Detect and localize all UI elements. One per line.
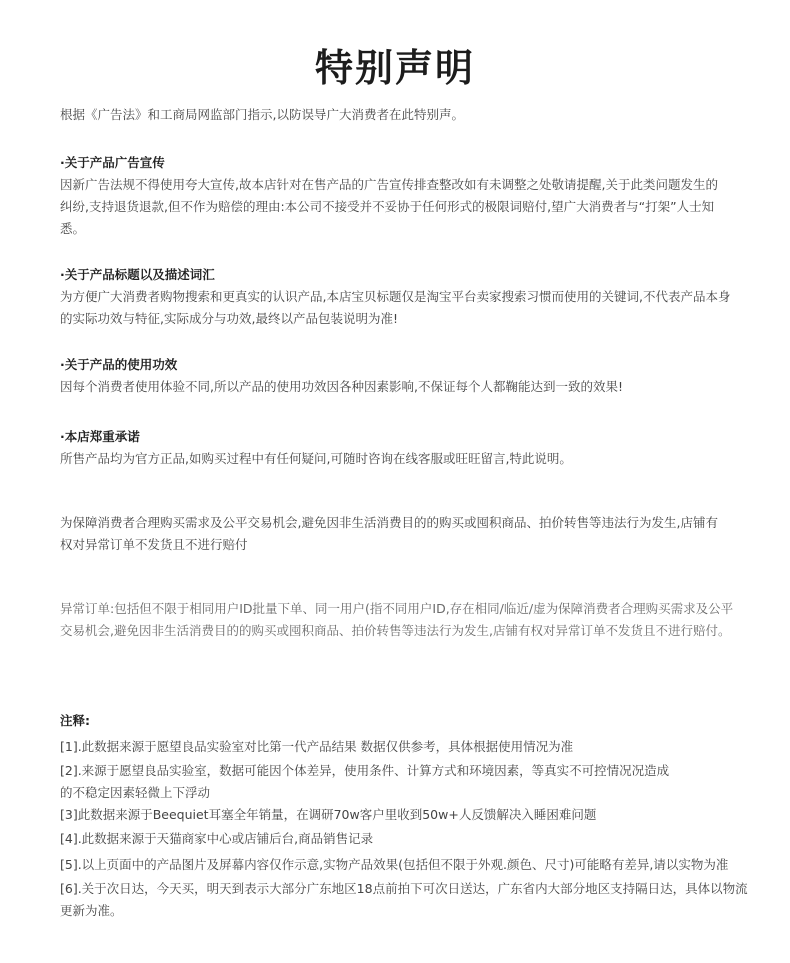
page-title: 特别声明 — [314, 46, 475, 90]
note-item: [2].来源于愿望良品实验室，数据可能因个体差异，使用条件、计算方式和环境因素，等真实不可控情况况造成的不稳定因素轻微上下浮动 — [60, 763, 670, 800]
note-item: [6].关于次日达，今天买，明天到表示大部分广东地区18点前拍下可次日送达，广东省内大部分地区支持隔日达，具体以物流更新为准。 — [60, 881, 748, 918]
section-heading: ·关于产品的使用功效 — [60, 357, 178, 372]
abnormal-order-text: 异常订单:包括但不限于相同用户ID批量下单、同一用户(指不同用户ID,存在相同/临近/虚为保障消费者合理购买需求及公平交易机会,避免因非生活消费目的的购买或囤积商品、拍价转售等违法行为发生,店铺有权对异常订单不发货且不进行赔付。 — [60, 601, 734, 638]
section-ad-claims — [60, 152, 740, 240]
section-text: 因新广告法规不得使用夸大宣传,故本店针对在售产品的广告宣传排查整改如有未调整之处敬请提醒,关于此类问题发生的纠纷,支持退货退款,但不作为赔偿的理由:本公司不接受并不妥协于任何形式的极限词赔付,望广大消费者与“打架”人士知悉。 — [60, 177, 718, 236]
section-text: 因每个消费者使用体验不同,所以产品的使用功效因各种因素影响,不保证每个人都鞠能达到一致的效果! — [60, 379, 623, 394]
intro-text: 根据《广告法》和工商局网监部门指示,以防误导广大消费者在此特别声。 — [60, 107, 464, 122]
section-promise — [60, 426, 740, 470]
notes-title: 注释: — [60, 713, 90, 728]
note-item: [1].此数据来源于愿望良品实验室对比第一代产品结果 数据仅供参考，具体根据使用情况为准 — [60, 739, 574, 754]
section-heading: ·关于产品标题以及描述词汇 — [60, 267, 215, 282]
section-text: 为方便广大消费者购物搜索和更真实的认识产品,本店宝贝标题仅是淘宝平台卖家搜索习惯而使用的关键词,不代表产品本身的实际功效与特征,实际成分与功效,最终以产品包装说明为准! — [60, 289, 731, 326]
guarantee-text: 为保障消费者合理购买需求及公平交易机会,避免因非生活消费目的的购买或囤积商品、拍价转售等违法行为发生,店铺有权对异常订单不发货且不进行赔付 — [60, 515, 718, 552]
section-title-words — [60, 264, 740, 330]
note-item: [3]此数据来源于Beequiet耳塞全年销量，在调研70w客户里收到50w+人反馈解决入睡困难问题 — [60, 807, 597, 822]
section-text: 所售产品均为官方正品,如购买过程中有任何疑问,可随时咨询在线客服或旺旺留言,特此说明。 — [60, 451, 572, 466]
section-effects — [60, 354, 740, 398]
section-heading: ·关于产品广告宣传 — [60, 155, 165, 170]
section-heading: ·本店郑重承诺 — [60, 429, 140, 444]
note-item: [4].此数据来源于天猫商家中心或店铺后台,商品销售记录 — [60, 831, 374, 846]
note-item: [5].以上页面中的产品图片及屏幕内容仅作示意,实物产品效果(包括但不限于外观.颜色、尺寸)可能略有差异,请以实物为准 — [60, 857, 729, 872]
notes-section — [60, 710, 748, 922]
